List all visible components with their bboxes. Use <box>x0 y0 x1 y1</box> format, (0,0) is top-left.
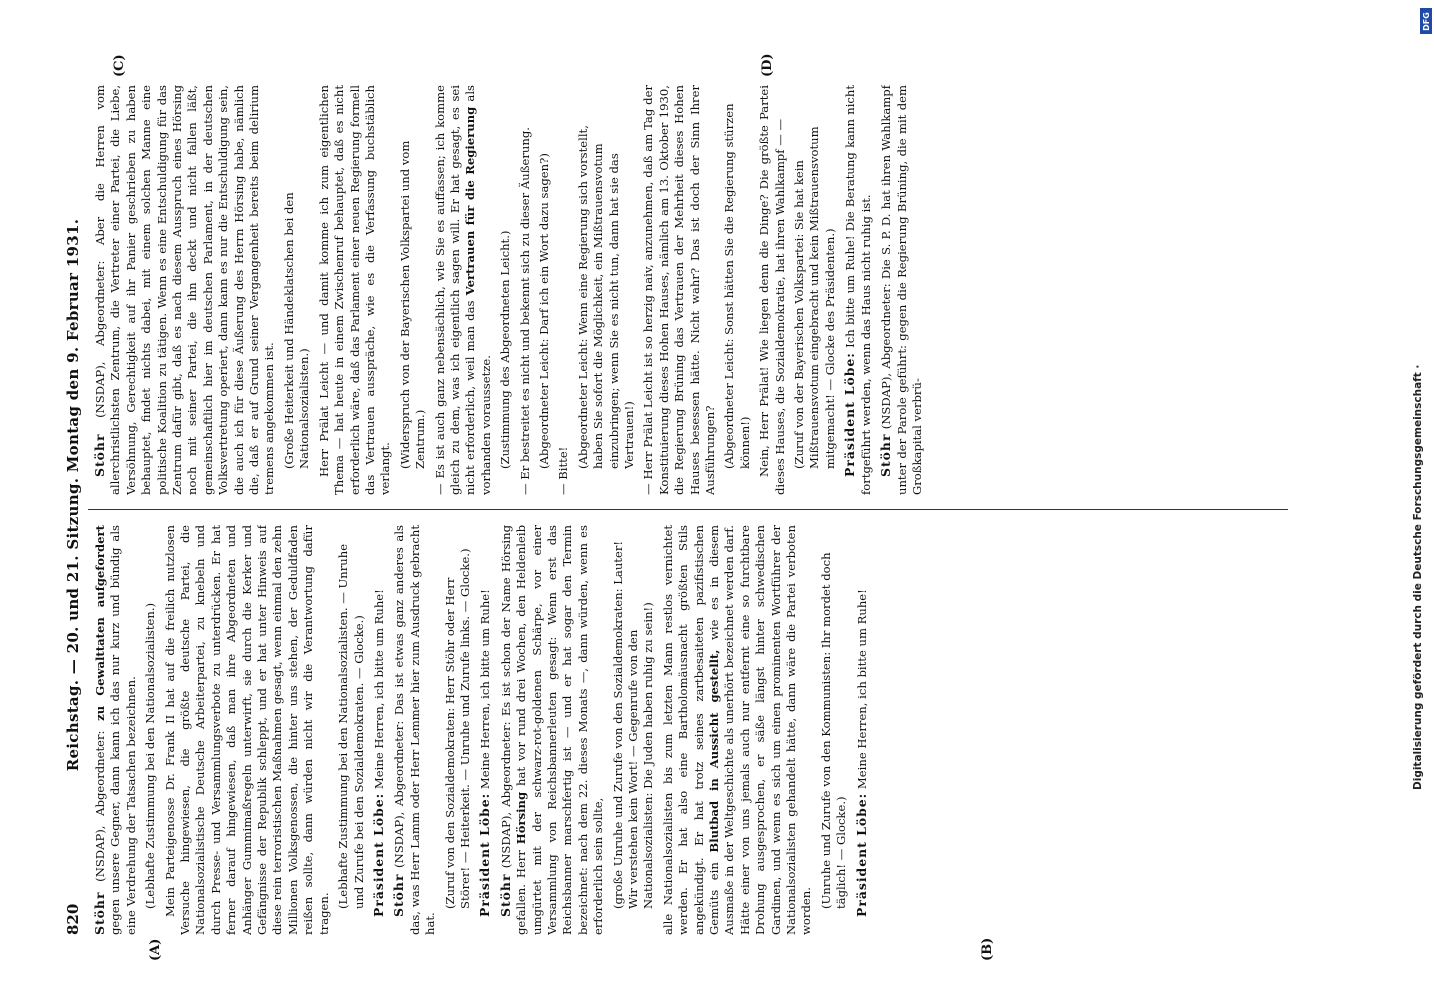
paragraph-text: Ich bitte um Ruhe! Die Beratung kann nicht fortgeführt werden, wenn das Haus nicht ruhig ist. <box>843 85 873 495</box>
interjection: (große Unruhe und Zurufe von den Sozialdemokraten: Lauter! Wir verstehen kein Wort! — Gegenrufe von den Nationalsozialisten: Die Juden haben ruhig zu sein!) <box>610 540 656 909</box>
column-divider <box>88 509 1288 510</box>
interjection: (Lebhafte Zustimmung bei den Nationalsozialisten. — Unruhe und Zurufe bei den Sozialdemokraten. — Glocke.) <box>336 543 366 909</box>
paragraph-text: (NSDAP), Abgeordneter: Es ist schon der Name Hörsing gefallen. Herr <box>498 525 529 935</box>
dfg-logo: DFG <box>1420 8 1432 34</box>
speaker-name: Präsident Löbe: <box>842 352 858 477</box>
paragraph: Nein, Herr Prälat! Wie liegen denn die Dinge? Die größte Partei dieses Hauses, die Sozialdemokratie, hat ihren Wahlkampf — — <box>757 85 787 495</box>
paragraph-text: (NSDAP), Abgeordneter: Das ist etwas ganz anderes als das, was Herr Lamm oder Herr Lemmer hier zum Ausdruck gebracht hat. <box>392 525 438 935</box>
paragraph: — Bitte! <box>556 446 571 495</box>
paragraph-text: Er hat ferner darauf hingewiesen, daß man ihre Abgeordneten und Anhänger Gummimaßregeln unterwirft, sie durch die Kerker und Gefängnisse der Republik schleppt, und er hat unter Hinweis auf diese rein terroristischen Maßnahmen gesagt, wenn einmal den zehn Millionen Volksgenossen, die hinter uns stehen, der Geduldfaden reißen sollte, dann würden nicht wir die Verantwortung dafür tragen. <box>208 525 331 935</box>
bold-phrase: Hörsing <box>514 791 529 845</box>
bold-phrase: Blutbad in Aussicht gestellt, <box>707 649 722 853</box>
interjection: (Abgeordneter Leicht: Wenn eine Regierung sich vorstellt, haben Sie sofort die Möglichkeit, ein Mißtrauensvotum einzubringen; wenn Sie es nicht tun, dann hat sie das Vertrauen!) <box>575 125 636 469</box>
speaker-name: Präsident Löbe: <box>477 792 493 917</box>
margin-marker-b: (B) <box>980 937 995 961</box>
interjection: (Zuruf von den Sozialdemokraten: Herr Stöhr oder Herr Störer! — Heiterkeit. — Unruhe und Zurufe links. — Glocke.) <box>442 548 472 909</box>
paragraph: — Er bestreitet es nicht und bekennt sich zu dieser Äußerung. <box>517 127 532 495</box>
paragraph-text: — Es ist auch ganz nebensächlich, wie Sie es auffassen; ich komme gleich zu dem, was ich eigentlich sagen will. Er hat gesagt, es sei nicht erforderlich, weil man das <box>432 85 478 495</box>
paragraph <box>391 525 438 935</box>
speaker-name: Stöhr <box>92 433 107 477</box>
paragraph-text: Mein Parteigenosse Dr. Frank II hat auf die freilich nutzlosen Versuche hingewiesen, die größte deutsche Partei, die Nationalsozialistische Deutsche Arbeiterpartei, zu knebeln und durch Presse- und Versammlungsverbote zu unterdrücken. <box>162 525 223 935</box>
paragraph-text: als vorhanden voraussetze. <box>463 85 493 495</box>
paragraph-text: Meine Herren, ich bitte um Ruhe! <box>854 589 869 790</box>
paragraph-text: (NSDAP), Abgeordneter: Die S. P. D. hat ihren Wahlkampf unter der Parole geführt: gegen die Regierung Brüning, die mit dem Großkapital verbrü- <box>879 85 924 495</box>
paragraph-text: Meine Herren, ich bitte um Ruhe! <box>478 589 493 790</box>
speaker-name: Stöhr <box>92 891 107 935</box>
paragraph <box>92 525 139 935</box>
interjection: (Lebhafte Zustimmung bei den Nationalsozialisten.) <box>143 602 158 909</box>
margin-marker-d: (D) <box>760 53 775 77</box>
running-head: Reichstag. — 20. und 21. Sitzung. Montag den 9. Februar 1931. <box>64 218 82 772</box>
page-header <box>52 55 86 935</box>
paragraph-text: (NSDAP), Abgeordneter: Aber die Herren vom allerchristlichsten Zentrum, die Vertreter einer Partei, die Liebe, Versöhnung, Gerechtigkeit auf ihr Panier geschrieben zu haben behauptet, findet nichts dabei, mit einem solchen Manne eine politische Koalition zu tätigen. Wenn es eine Entschuldigung für das Zentrum dafür gibt, daß es nach diesem Ausspruch eines Hörsing noch mit seiner Partei, die ihn deckt und nicht fallen läßt, gemeinschaftlich hier im deutschen Parlament, in der deutschen Volksvertretung operiert, dann kann es nur die Entschuldigung sein, die auch ich für diese Äußerung des Herrn Hörsing habe, nämlich die, daß er auf Grund seiner Vergangenheit bereits beim delirium tremens angekommen ist. <box>93 85 277 495</box>
speaker-role: (NSDAP), Abgeordneter: <box>93 730 107 882</box>
interjection: (Zuruf von der Bayerischen Volkspartei: Sie hat kein Mißtrauensvotum eingebracht und kein Mißtrauensvotum mitgemacht! — Glocke des Präsidenten.) <box>792 126 837 469</box>
interjection: (Unruhe und Zurufe von den Kommunisten: Ihr mordet doch täglich! — Glocke.) <box>818 552 849 909</box>
paragraph <box>661 525 815 935</box>
paragraph <box>878 85 925 495</box>
paragraph-text: alle Nationalsozialisten bis zum letzten Mann restlos vernichtet werden. Er hat also eine Bartholomäusnacht größten Stils angekündigt. Er hat trotz seines zartbesaiteten pazifistischen Gemüts ein <box>660 525 722 935</box>
paragraph <box>842 85 874 495</box>
interjection: (Abgeordneter Leicht: Darf ich ein Wort dazu sagen?) <box>536 153 551 469</box>
paragraph-text: wie es in diesem Ausmaße in der Weltgeschichte als unerhört bezeichnet werden darf. Hätte einer von uns jemals auch nur entfernt eine so furchtbare Drohung ausgesprochen, er säße längst hinter schwedischen Gardinen, und wenn es sich um einen prominenten Wortführer der Nationalsozialisten gehandelt hätte, dann wäre die Partei verboten worden. <box>707 525 814 935</box>
speaker-name: Präsident Löbe: <box>853 792 869 917</box>
bold-phrase: zu Gewalttaten aufgefordert <box>93 525 107 721</box>
paragraph <box>433 85 495 495</box>
paragraph-text: Meine Herren, ich bitte um Ruhe! <box>371 589 386 790</box>
speaker-name: Stöhr <box>497 873 513 917</box>
paragraph: Herr Prälat Leicht — und damit komme ich zum eigentlichen Thema — hat heute in einem Zwischenruf behauptet, daß es nicht erforderlich wäre, daß das Parlament einer neuen Regierung formell das Vertrauen ausspräche, wie es die Verfassung buchstäblich verlangt. <box>316 85 393 495</box>
paragraph <box>371 525 387 935</box>
paragraph-text: hat vor rund drei Wochen, den Heldenleib umgürtet mit der schwarz-rot-goldenen Schärpe, vor einer Versammlung von Reichsbannerleuten gesagt: Wenn erst das Reichsbanner marschfertig ist — und er hat sogar den Termin bezeichnet: nach dem 22. dieses Monats —, dann würden, wenn es erforderlich sein sollte, <box>514 525 606 935</box>
digitization-credit: Digitalisierung gefördert durch die Deutsche Forschungsgemeinschaft · <box>1412 364 1424 790</box>
interjection: (Große Heiterkeit und Händeklatschen bei den Nationalsozialisten.) <box>281 192 312 469</box>
interjection: (Zustimmung des Abgeordneten Leicht.) <box>498 230 513 469</box>
paragraph <box>477 525 493 935</box>
interjection: (Widerspruch von der Bayerischen Volkspartei und vom Zentrum.) <box>397 140 428 469</box>
left-column <box>92 525 1312 935</box>
paragraph <box>92 85 278 495</box>
page-number: 820 <box>64 903 82 935</box>
rotated-scan-page <box>52 53 1312 961</box>
speaker-name: Stöhr <box>878 433 894 477</box>
paragraph: — Herr Prälat Leicht ist so herzig naiv, anzunehmen, daß am Tag der Konstituierung dieses Hohen Hauses, nämlich am 13. Oktober 1930, die Regierung Brüning das Vertrauen der Mehrheit dieses Hohen Hauses besessen hätte. Nicht wahr? Das ist doch der Sinn Ihrer Ausführungen? <box>641 85 718 495</box>
margin-marker-a: (A) <box>148 938 163 961</box>
speaker-name: Präsident Löbe: <box>370 792 386 917</box>
bold-phrase: Vertrauen für die Regierung <box>463 106 478 296</box>
right-column <box>92 85 1312 495</box>
paragraph <box>163 525 332 935</box>
paragraph <box>854 525 870 935</box>
paragraph-text: gegen unsere Gegner, dann kann ich das nur kurz und bündig als eine Verdrehung der Tatsachen bezeichnen. <box>108 525 138 935</box>
interjection: (Abgeordneter Leicht: Sonst hätten Sie die Regierung stürzen können!) <box>722 103 752 469</box>
margin-marker-c: (C) <box>112 54 127 77</box>
speaker-name: Stöhr <box>391 873 407 917</box>
paragraph <box>498 525 607 935</box>
